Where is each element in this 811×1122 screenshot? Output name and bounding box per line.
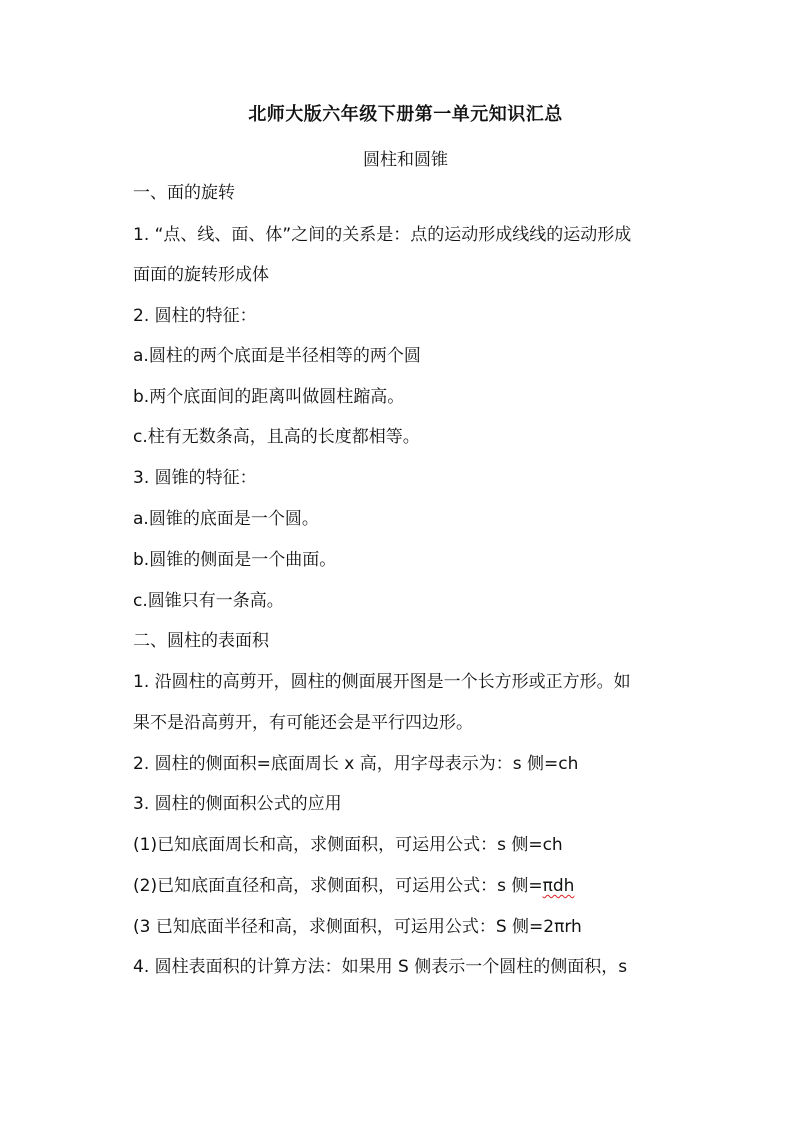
paragraph-line: 2. 圆柱的侧面积=底面周长 x 高，用字母表示为：s 侧=ch [133,754,579,774]
list-item: c.圆锥只有一条高。 [133,591,284,611]
paragraph-line: 3. 圆柱的侧面积公式的应用 [133,794,342,814]
paragraph-line: 1. “点、线、面、体”之间的关系是：点的运动形成线线的运动形成 [133,225,632,245]
list-item: a.圆锥的底面是一个圆。 [133,509,319,529]
list-item: b.圆锥的侧面是一个曲面。 [133,550,337,570]
formula-text: (2)已知底面直径和高，求侧面积，可运用公式：s 侧= [133,876,543,896]
list-item [133,875,574,897]
document-subtitle: 圆柱和圆锥 [363,150,448,170]
list-item: (1)已知底面周长和高，求侧面积，可运用公式：s 侧=ch [133,835,563,855]
list-item: b.两个底面间的距离叫做圆柱蹜高。 [133,387,405,407]
document-title: 北师大版六年级下册第一单元知识汇总 [248,104,563,125]
spellcheck-underlined-formula: πdh [542,876,575,896]
subheading-cylinder-features: 2. 圆柱的特征： [133,306,257,326]
list-item: a.圆柱的两个底面是半径相等的两个圆 [133,346,421,366]
paragraph-line: 面面的旋转形成体 [133,265,269,285]
paragraph-line: 4. 圆柱表面积的计算方法：如果用 S 侧表示一个圆柱的侧面积，s [133,957,628,977]
subheading-cone-features: 3. 圆锥的特征： [133,468,257,488]
paragraph-line: 果不是沿高剪开，有可能还会是平行四边形。 [133,713,473,733]
list-item: (3 已知底面半径和高，求侧面积，可运用公式：S 侧=2πrh [133,917,582,937]
list-item: c.柱有无数条高，且高的长度都相等。 [133,427,420,447]
section-heading-surface-area: 二、圆柱的表面积 [133,631,269,651]
paragraph-line: 1. 沿圆柱的高剪开，圆柱的侧面展开图是一个长方形或正方形。如 [133,672,631,692]
section-heading-rotation: 一、面的旋转 [133,183,235,203]
